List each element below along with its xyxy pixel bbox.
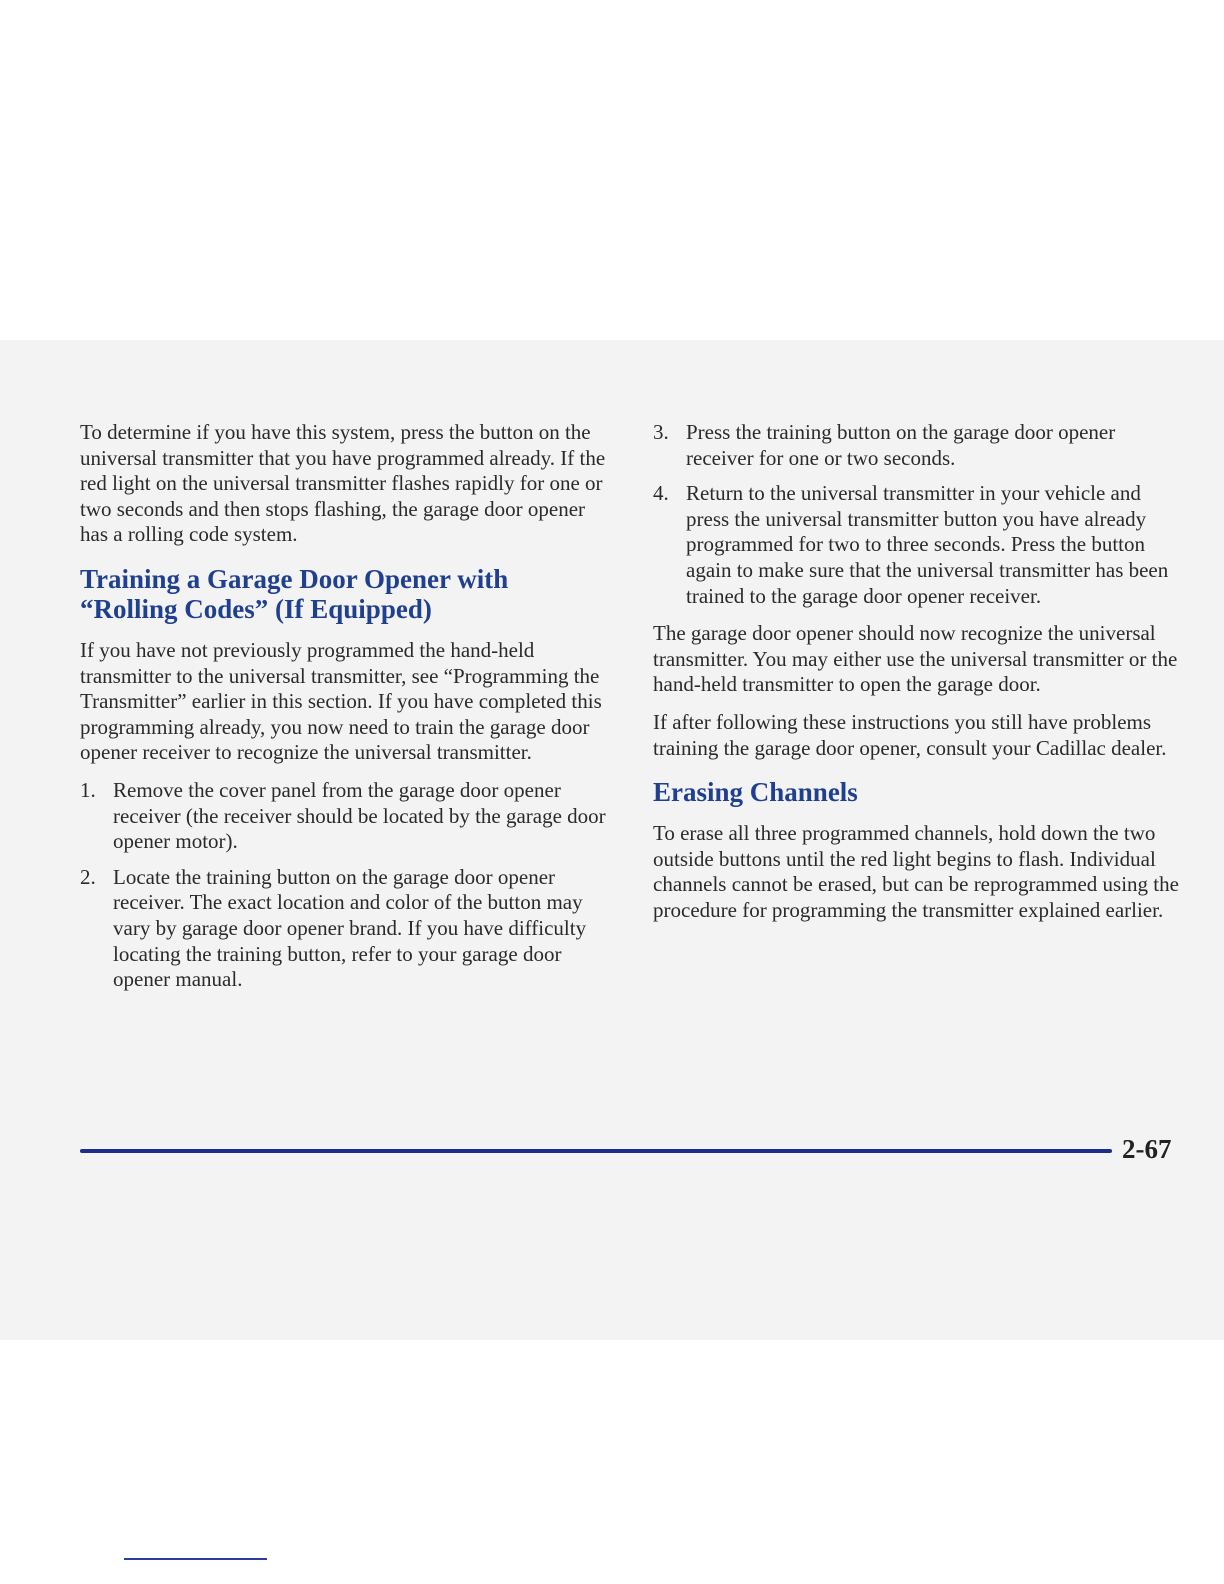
step-text: Press the training button on the garage door opener receiver for one or two seconds. <box>686 420 1116 470</box>
section-heading-erasing: Erasing Channels <box>653 777 858 808</box>
right-column <box>653 420 1188 936</box>
heading-line-1: Training a Garage Door Opener with <box>80 563 509 594</box>
step-item <box>80 865 610 993</box>
steps-list-left <box>80 778 610 993</box>
section-heading-training <box>80 564 610 624</box>
step-text: Remove the cover panel from the garage door opener receiver (the receiver should be located by the garage door opener motor). <box>113 777 606 854</box>
step-text: Return to the universal transmitter in your vehicle and press the universal transmitter button you have already programmed for two to three seconds. Press the button again to make sure that the universal transmitter has been trained to the garage door opener receiver. <box>686 481 1169 608</box>
erasing-paragraph: To erase all three programmed channels, hold down the two outside buttons until the red light begins to flash. Individual channels cannot be erased, but can be reprogrammed using the procedure for programming the transmitter explained earlier. <box>653 821 1179 922</box>
step-item <box>653 420 1188 471</box>
intro-paragraph: To determine if you have this system, press the button on the universal transmitter that you have programmed already. If the red light on the universal transmitter flashes rapidly for one or two seconds and then stops flashing, the garage door opener has a rolling code system. <box>80 420 606 547</box>
recognize-paragraph: The garage door opener should now recognize the universal transmitter. You may either use the universal transmitter or the hand-held transmitter to open the garage door. <box>653 621 1178 697</box>
bottom-mark-divider <box>124 1558 267 1560</box>
step-number: 2. <box>80 864 96 889</box>
step-number: 3. <box>653 420 669 444</box>
dealer-paragraph: If after following these instructions you still have problems training the garage door opener, consult your Cadillac dealer. <box>653 709 1167 760</box>
footer-rule <box>80 1149 1112 1153</box>
left-column <box>80 420 610 1005</box>
step-number: 1. <box>80 777 96 802</box>
heading-line-2: “Rolling Codes” (If Equipped) <box>80 593 432 624</box>
step-text: Locate the training button on the garage door opener receiver. The exact location and color of the button may vary by garage door opener brand. If you have difficulty locating the training button, refer to your garage door opener manual. <box>113 864 587 992</box>
step-number: 4. <box>653 481 669 506</box>
step-item <box>80 778 610 855</box>
step-item <box>653 481 1188 609</box>
page-number: 2-67 <box>1122 1134 1172 1164</box>
steps-list-right <box>653 420 1188 609</box>
training-paragraph: If you have not previously programmed the hand-held transmitter to the universal transmitter, see “Programming the Transmitter” earlier in this section. If you have completed this programming already, you now need to train the garage door opener receiver to recognize the universal transmitter. <box>80 637 602 765</box>
